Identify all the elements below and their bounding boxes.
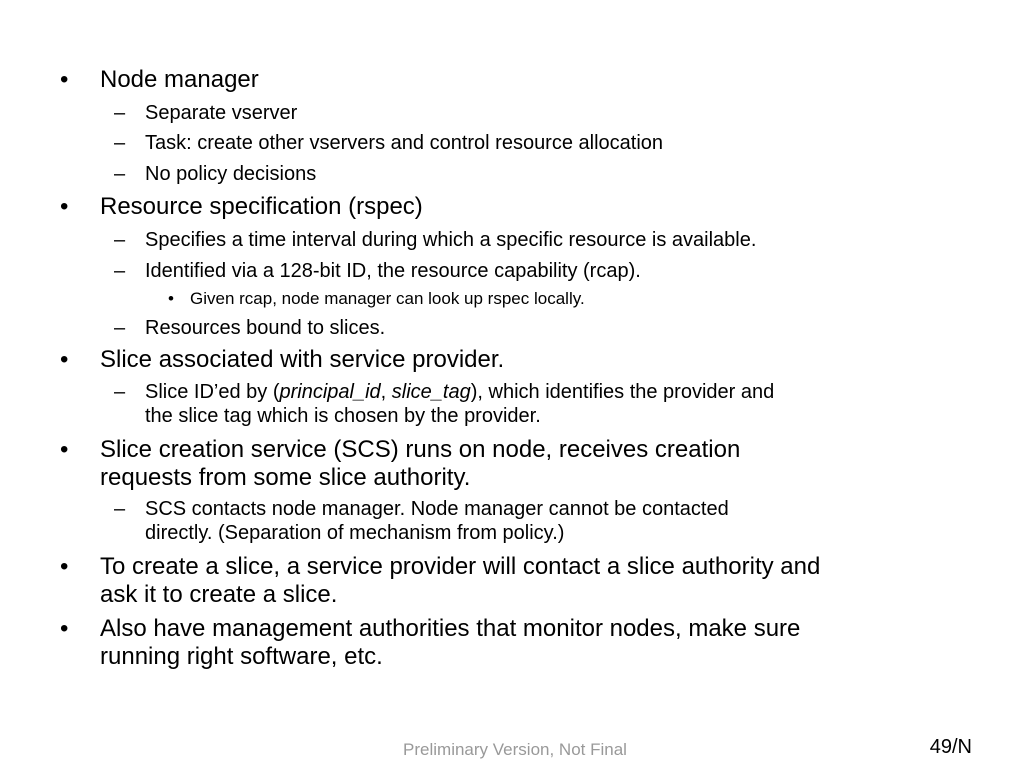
bullet-marker: • <box>60 436 69 463</box>
sub-bullet-separate-vserver: Separate vserver <box>145 102 298 124</box>
sub-bullet-resources-bound: Resources bound to slices. <box>145 317 386 339</box>
dash-marker: – <box>114 260 126 282</box>
bullet-slice-associated: Slice associated with service provider. <box>100 346 505 373</box>
slice-id-comma: , <box>380 381 392 403</box>
bullet-marker: • <box>168 289 174 308</box>
sub-bullet-slice-id-cont: the slice tag which is chosen by the provider. <box>145 405 541 427</box>
sub-bullet-time-interval: Specifies a time interval during which a specific resource is available. <box>145 229 757 251</box>
footer-text: Preliminary Version, Not Final <box>403 740 627 759</box>
bullet-management-line2: running right software, etc. <box>100 643 383 670</box>
slice-id-rest: ), which identifies the provider and <box>470 381 775 403</box>
bullet-scs-line1: Slice creation service (SCS) runs on node, receives creation <box>100 436 741 463</box>
sub-bullet-slice-id <box>145 380 774 404</box>
slice-id-text: Slice ID’ed by ( <box>145 381 280 403</box>
sub-bullet-scs-contacts: SCS contacts node manager. Node manager cannot be contacted <box>145 498 729 520</box>
sub-bullet-scs-contacts-cont: directly. (Separation of mechanism from policy.) <box>145 522 565 544</box>
dash-marker: – <box>114 498 126 520</box>
dash-marker: – <box>114 102 126 124</box>
bullet-management-line1: Also have management authorities that monitor nodes, make sure <box>100 615 801 642</box>
dash-marker: – <box>114 132 126 154</box>
bullet-scs-line2: requests from some slice authority. <box>100 464 471 491</box>
sub-bullet-no-policy: No policy decisions <box>145 163 317 185</box>
page-number: 49/N <box>929 736 972 758</box>
bullet-marker: • <box>60 553 69 580</box>
dash-marker: – <box>114 381 126 403</box>
bullet-create-slice-line2: ask it to create a slice. <box>100 581 338 608</box>
bullet-resource-specification: Resource specification (rspec) <box>100 193 423 220</box>
bullet-create-slice-line1: To create a slice, a service provider will contact a slice authority and <box>100 553 821 580</box>
bullet-marker: • <box>60 193 69 220</box>
bullet-marker: • <box>60 615 69 642</box>
bullet-marker: • <box>60 346 69 373</box>
slice-tag-term: slice_tag <box>391 381 471 403</box>
principal-id-term: principal_id <box>279 381 381 403</box>
bullet-node-manager: Node manager <box>100 66 259 93</box>
sub-bullet-task: Task: create other vservers and control resource allocation <box>145 132 664 154</box>
dash-marker: – <box>114 163 126 185</box>
sub-sub-bullet-lookup: Given rcap, node manager can look up rspec locally. <box>190 289 585 308</box>
dash-marker: – <box>114 317 126 339</box>
dash-marker: – <box>114 229 126 251</box>
bullet-marker: • <box>60 66 69 93</box>
sub-bullet-rcap: Identified via a 128-bit ID, the resource capability (rcap). <box>145 260 641 282</box>
